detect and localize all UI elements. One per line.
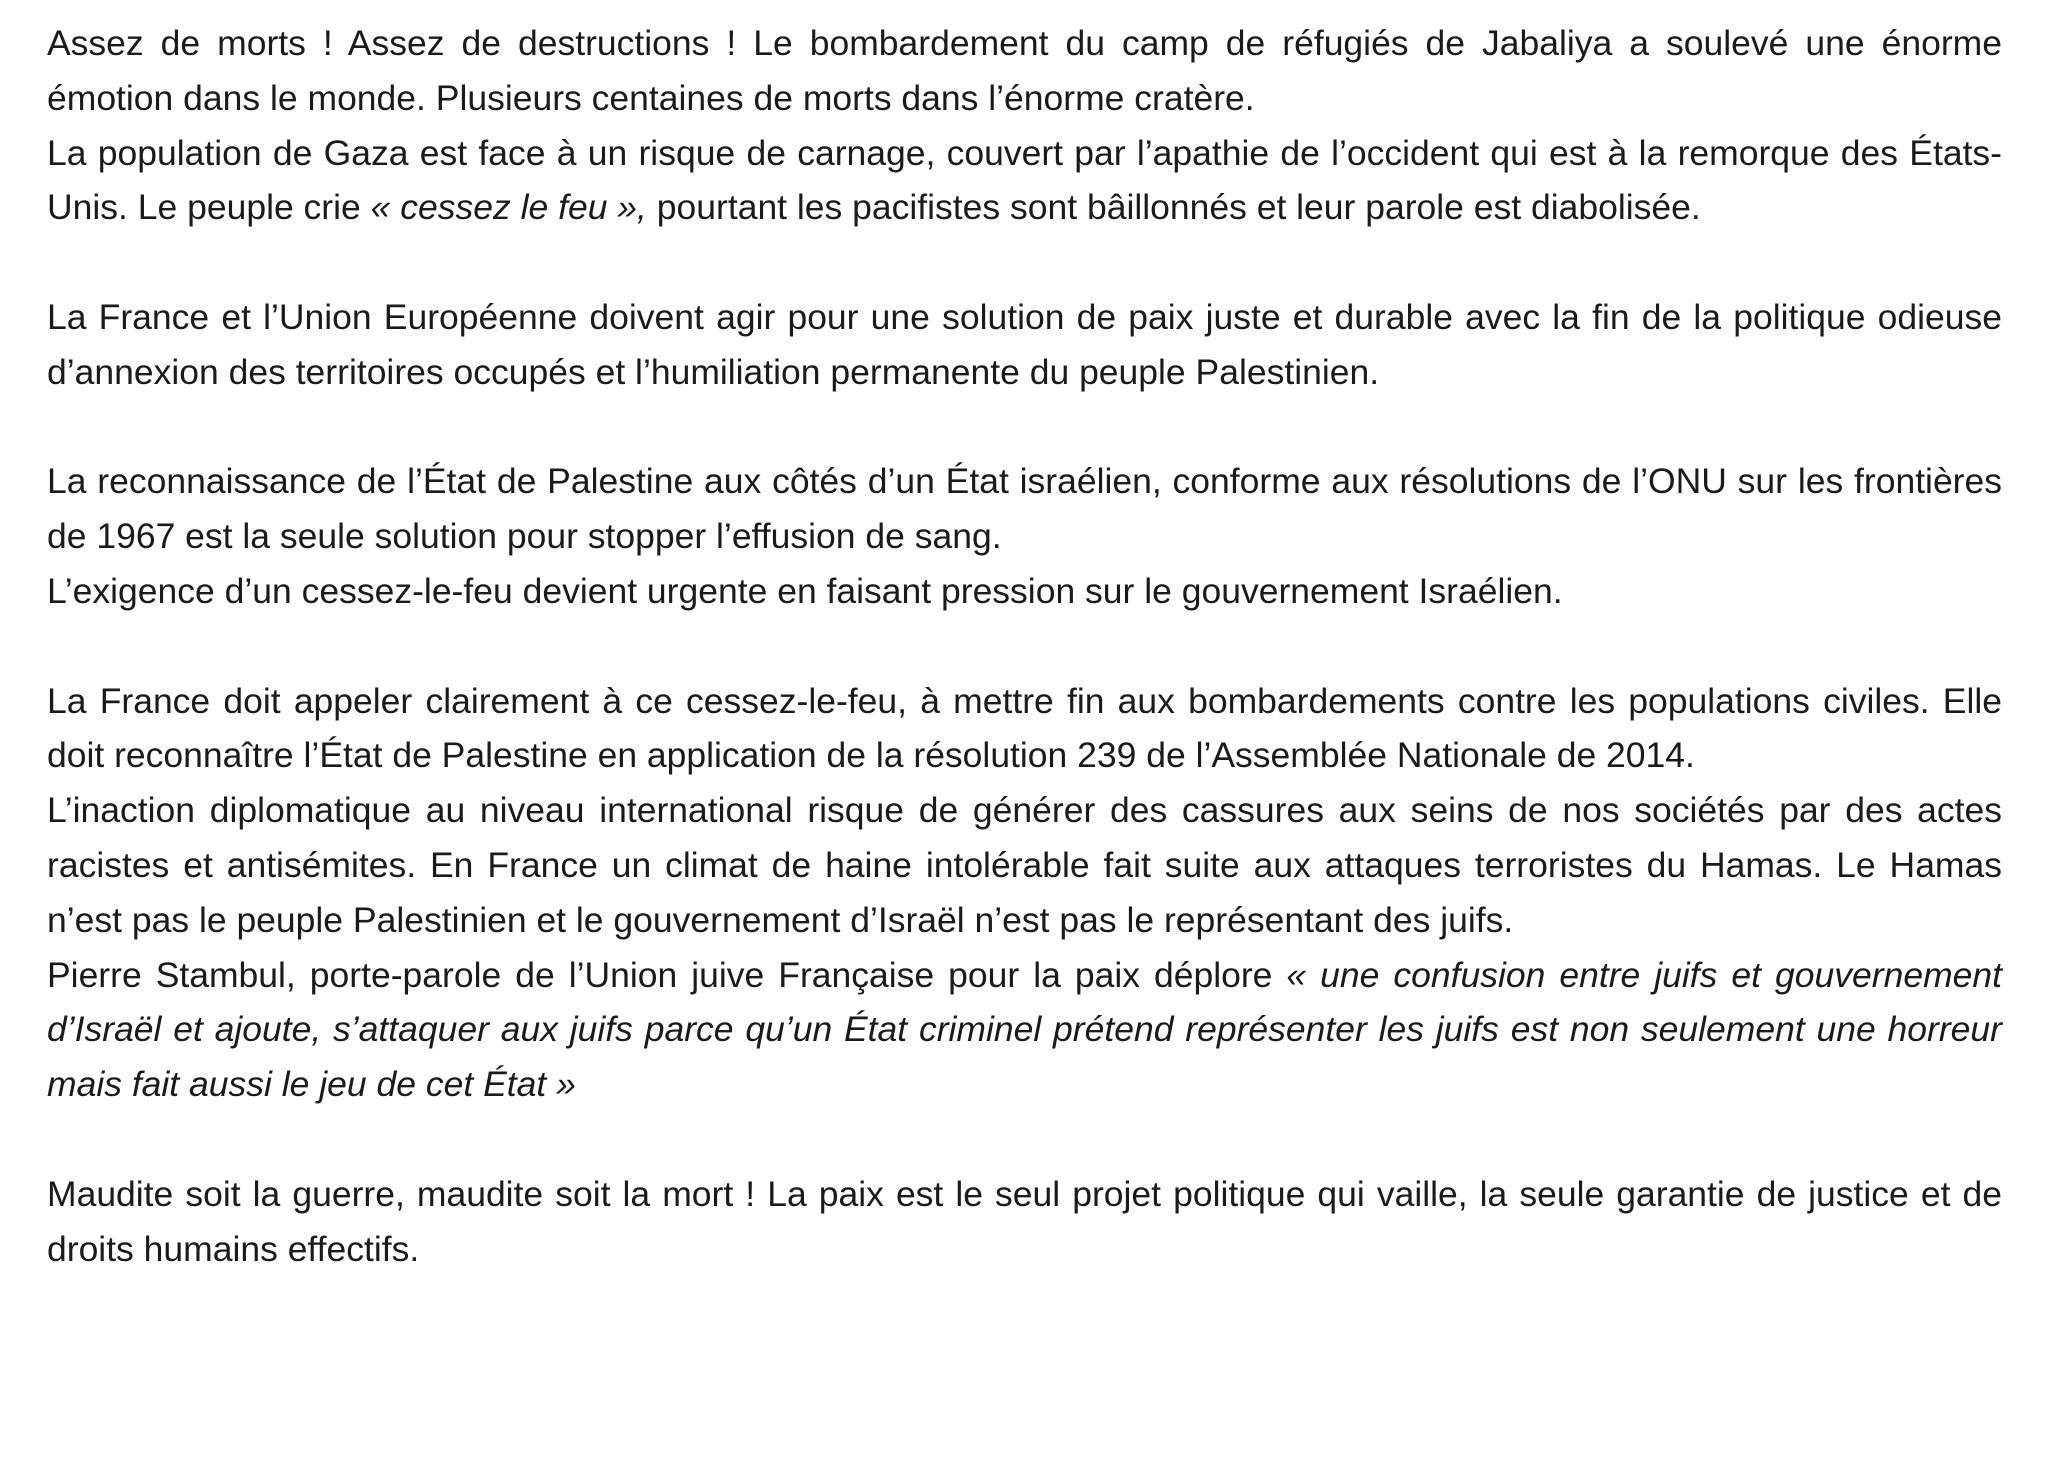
paragraph — [47, 1167, 2002, 1277]
paragraph — [47, 454, 2002, 564]
text-segment: La France doit appeler clairement à ce cessez-le-feu, à mettre fin aux bombardements contre les populations civiles. Elle doit reconnaître l’État de Palestine en application de la résolution 239 de l’Assemblée Nationale de 2014. — [47, 680, 2002, 776]
paragraph-spacer — [47, 1112, 2002, 1167]
text-segment: Pierre Stambul, porte-parole de l’Union juive Française pour la paix déplore — [47, 954, 1287, 995]
text-segment: Assez de morts ! Assez de destructions ! Le bombardement du camp de réfugiés de Jabaliya a soulevé une énorme émotion dans le monde. Plusieurs centaines de morts dans l’énorme cratère. — [47, 23, 2002, 118]
text-segment: La France et l’Union Européenne doivent agir pour une solution de paix juste et durable avec la fin de la politique odieuse d’annexion des territoires occupés et l’humiliation permanente du peuple Palestinien. — [47, 296, 2002, 392]
text-block — [47, 16, 2002, 235]
text-segment: L’inaction diplomatique au niveau international risque de générer des cassures aux seins de nos sociétés par des actes racistes et antisémites. En France un climat de haine intolérable fait suite aux attaques terroristes du Hamas. Le Hamas n’est pas le peuple Palestinien et le gouvernement d’Israël n’est pas le représentant des juifs. — [47, 790, 2002, 940]
paragraph-spacer — [47, 400, 2002, 455]
text-block — [47, 290, 2002, 400]
italic-quote: « cessez le feu », — [370, 187, 647, 228]
text-segment: La population de Gaza est face à un risque de carnage, couvert par l’apathie de l’occident qui est à la remorque des États-Unis. Le peuple crie — [47, 132, 2002, 228]
paragraph-spacer — [47, 619, 2002, 674]
paragraph — [47, 948, 2002, 1112]
paragraph — [47, 564, 2002, 619]
text-segment: La reconnaissance de l’État de Palestine aux côtés d’un État israélien, conforme aux résolutions de l’ONU sur les frontières de 1967 est la seule solution pour stopper l’effusion de sang. — [47, 461, 2002, 557]
paragraph — [47, 290, 2002, 400]
italic-quote: « une confusion entre juifs et gouvernement d’Israël et ajoute, s’attaquer aux juifs parce qu’un État criminel prétend représenter les juifs est non seulement une horreur mais fait aussi le jeu de cet État » — [47, 954, 2002, 1105]
paragraph — [47, 126, 2002, 236]
text-segment: pourtant les pacifistes sont bâillonnés et leur parole est diabolisée. — [646, 187, 1701, 228]
text-segment: L’exigence d’un cessez-le-feu devient urgente en faisant pression sur le gouvernement Israélien. — [47, 570, 1563, 611]
text-segment: Maudite soit la guerre, maudite soit la mort ! La paix est le seul projet politique qui vaille, la seule garantie de justice et de droits humains effectifs. — [47, 1173, 2002, 1269]
text-block — [47, 454, 2002, 618]
paragraph-spacer — [47, 235, 2002, 290]
document-page — [47, 16, 2002, 1276]
paragraph — [47, 674, 2002, 784]
text-block — [47, 674, 2002, 1112]
text-block — [47, 1167, 2002, 1277]
paragraph — [47, 783, 2002, 947]
paragraph — [47, 16, 2002, 126]
